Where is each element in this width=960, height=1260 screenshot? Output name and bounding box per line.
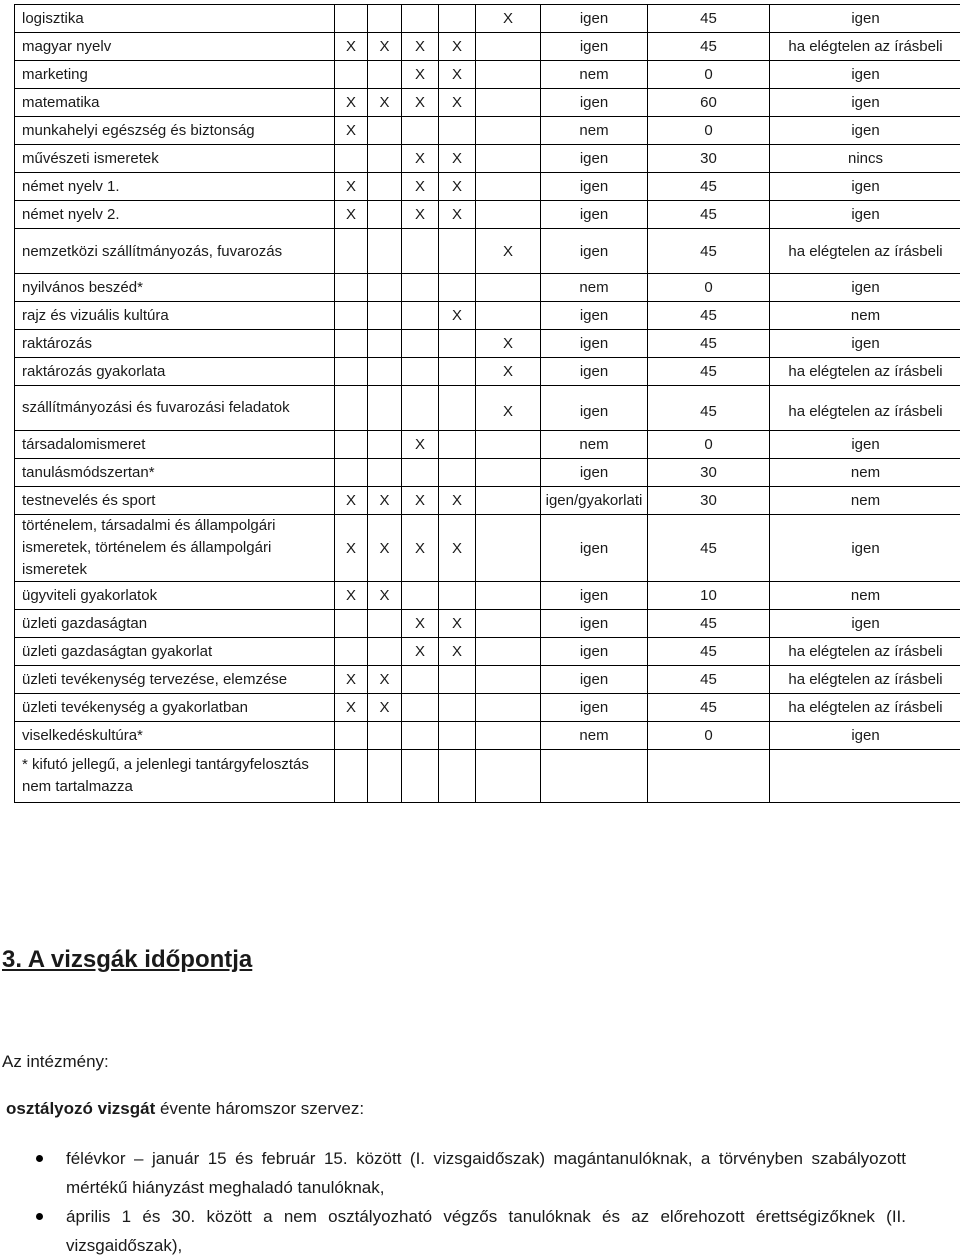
table-row <box>15 89 960 117</box>
minutes-cell: 10 <box>648 582 770 610</box>
empty-cell <box>476 750 541 803</box>
mark-cell <box>368 201 402 229</box>
written-cell: nincs <box>770 145 960 173</box>
mark-cell <box>368 459 402 487</box>
mark-cell: X <box>402 201 439 229</box>
mark-cell <box>439 274 476 302</box>
exam-subjects-table <box>14 4 960 803</box>
subject-cell: raktározás gyakorlata <box>15 358 335 386</box>
oral-cell: igen <box>541 582 648 610</box>
mark-cell <box>476 694 541 722</box>
table-row <box>15 173 960 201</box>
mark-cell <box>476 722 541 750</box>
subject-cell: művészeti ismeretek <box>15 145 335 173</box>
mark-cell: X <box>439 61 476 89</box>
oral-cell: igen <box>541 638 648 666</box>
mark-cell <box>335 302 368 330</box>
minutes-cell: 45 <box>648 173 770 201</box>
subject-cell: ügyviteli gyakorlatok <box>15 582 335 610</box>
mark-cell: X <box>439 33 476 61</box>
mark-cell: X <box>402 145 439 173</box>
written-cell: ha elégtelen az írásbeli <box>770 666 960 694</box>
written-cell: igen <box>770 173 960 201</box>
mark-cell <box>439 358 476 386</box>
table-row <box>15 201 960 229</box>
mark-cell: X <box>476 229 541 274</box>
subject-cell: német nyelv 1. <box>15 173 335 201</box>
subject-cell: tanulásmódszertan* <box>15 459 335 487</box>
subject-cell: üzleti tevékenység tervezése, elemzése <box>15 666 335 694</box>
mark-cell <box>476 302 541 330</box>
mark-cell <box>439 117 476 145</box>
empty-cell <box>368 750 402 803</box>
subject-cell: rajz és vizuális kultúra <box>15 302 335 330</box>
mark-cell <box>439 229 476 274</box>
mark-cell: X <box>402 173 439 201</box>
mark-cell: X <box>439 145 476 173</box>
empty-cell <box>335 750 368 803</box>
written-cell: ha elégtelen az írásbeli <box>770 358 960 386</box>
oral-cell: nem <box>541 431 648 459</box>
subject-cell: logisztika <box>15 5 335 33</box>
mark-cell <box>335 145 368 173</box>
mark-cell: X <box>368 487 402 515</box>
mark-cell <box>368 61 402 89</box>
written-cell: ha elégtelen az írásbeli <box>770 33 960 61</box>
written-cell: igen <box>770 201 960 229</box>
mark-cell <box>368 117 402 145</box>
mark-cell <box>476 145 541 173</box>
mark-cell <box>368 431 402 459</box>
subject-cell: munkahelyi egészség és biztonság <box>15 117 335 145</box>
mark-cell: X <box>402 89 439 117</box>
mark-cell <box>368 722 402 750</box>
oral-cell: igen/gyakorlati <box>541 487 648 515</box>
list-item: április 1 és 30. között a nem osztályozható végzős tanulóknak és az előrehozott érettségizőknek (II. vizsgaidőszak), <box>36 1202 906 1260</box>
subject-cell: üzleti gazdaságtan gyakorlat <box>15 638 335 666</box>
mark-cell <box>335 638 368 666</box>
mark-cell: X <box>439 89 476 117</box>
mark-cell <box>335 274 368 302</box>
oral-cell: igen <box>541 145 648 173</box>
oral-cell: nem <box>541 61 648 89</box>
mark-cell <box>402 582 439 610</box>
mark-cell <box>368 229 402 274</box>
table-row <box>15 302 960 330</box>
mark-cell <box>439 330 476 358</box>
subject-cell: nemzetközi szállítmányozás, fuvarozás <box>15 229 335 274</box>
mark-cell <box>476 117 541 145</box>
mark-cell <box>402 5 439 33</box>
mark-cell <box>368 145 402 173</box>
table-row <box>15 582 960 610</box>
mark-cell: X <box>368 694 402 722</box>
oral-cell: igen <box>541 229 648 274</box>
mark-cell: X <box>476 358 541 386</box>
mark-cell: X <box>402 61 439 89</box>
mark-cell <box>335 722 368 750</box>
oral-cell: nem <box>541 117 648 145</box>
mark-cell <box>476 274 541 302</box>
mark-cell <box>335 61 368 89</box>
mark-cell: X <box>439 515 476 582</box>
oral-cell: igen <box>541 515 648 582</box>
oral-cell: igen <box>541 33 648 61</box>
written-cell: ha elégtelen az írásbeli <box>770 386 960 431</box>
footnote-cell: * kifutó jellegű, a jelenlegi tantárgyfelosztás nem tartalmazza <box>15 750 335 803</box>
mark-cell <box>476 666 541 694</box>
written-cell: igen <box>770 5 960 33</box>
minutes-cell: 0 <box>648 61 770 89</box>
mark-cell: X <box>476 386 541 431</box>
mark-cell: X <box>335 515 368 582</box>
mark-cell <box>476 89 541 117</box>
mark-cell <box>402 302 439 330</box>
mark-cell <box>402 117 439 145</box>
oral-cell: igen <box>541 330 648 358</box>
minutes-cell: 30 <box>648 459 770 487</box>
mark-cell <box>368 638 402 666</box>
exam-period-list <box>36 1144 906 1260</box>
table-row <box>15 459 960 487</box>
subject-cell: szállítmányozási és fuvarozási feladatok <box>15 386 335 431</box>
table-row <box>15 638 960 666</box>
table-row <box>15 666 960 694</box>
mark-cell <box>402 358 439 386</box>
minutes-cell: 45 <box>648 33 770 61</box>
minutes-cell: 45 <box>648 330 770 358</box>
written-cell: igen <box>770 431 960 459</box>
subject-cell: raktározás <box>15 330 335 358</box>
minutes-cell: 45 <box>648 386 770 431</box>
written-cell: nem <box>770 487 960 515</box>
minutes-cell: 0 <box>648 722 770 750</box>
mark-cell <box>368 386 402 431</box>
oral-cell: igen <box>541 610 648 638</box>
lead-rest-text: évente háromszor szervez: <box>155 1099 364 1118</box>
mark-cell <box>476 610 541 638</box>
subject-cell: magyar nyelv <box>15 33 335 61</box>
written-cell: igen <box>770 117 960 145</box>
mark-cell <box>402 229 439 274</box>
table-row <box>15 515 960 582</box>
empty-cell <box>648 750 770 803</box>
mark-cell <box>368 302 402 330</box>
mark-cell <box>402 330 439 358</box>
mark-cell: X <box>335 582 368 610</box>
minutes-cell: 45 <box>648 5 770 33</box>
mark-cell: X <box>368 89 402 117</box>
mark-cell <box>476 431 541 459</box>
written-cell: igen <box>770 274 960 302</box>
mark-cell: X <box>402 431 439 459</box>
oral-cell: igen <box>541 386 648 431</box>
empty-cell <box>541 750 648 803</box>
minutes-cell: 45 <box>648 638 770 666</box>
oral-cell: igen <box>541 666 648 694</box>
mark-cell <box>439 459 476 487</box>
minutes-cell: 0 <box>648 431 770 459</box>
mark-cell: X <box>368 515 402 582</box>
mark-cell <box>439 431 476 459</box>
mark-cell <box>439 694 476 722</box>
oral-cell: igen <box>541 459 648 487</box>
table-row <box>15 694 960 722</box>
table-row <box>15 610 960 638</box>
written-cell: ha elégtelen az írásbeli <box>770 694 960 722</box>
mark-cell: X <box>402 638 439 666</box>
table-row <box>15 5 960 33</box>
minutes-cell: 45 <box>648 201 770 229</box>
mark-cell: X <box>439 173 476 201</box>
mark-cell: X <box>439 638 476 666</box>
empty-cell <box>439 750 476 803</box>
mark-cell: X <box>402 33 439 61</box>
oral-cell: nem <box>541 274 648 302</box>
mark-cell: X <box>335 33 368 61</box>
minutes-cell: 45 <box>648 666 770 694</box>
oral-cell: igen <box>541 201 648 229</box>
mark-cell <box>402 666 439 694</box>
mark-cell <box>476 487 541 515</box>
table-row <box>15 229 960 274</box>
subject-cell: üzleti gazdaságtan <box>15 610 335 638</box>
mark-cell <box>439 386 476 431</box>
table-row <box>15 431 960 459</box>
written-cell: nem <box>770 302 960 330</box>
list-item: félévkor – január 15 és február 15. között (I. vizsgaidőszak) magántanulóknak, a törvényben szabályozott mértékű hiányzást meghaladó tanulóknak, <box>36 1144 906 1202</box>
table-row <box>15 274 960 302</box>
mark-cell: X <box>476 330 541 358</box>
oral-cell: igen <box>541 302 648 330</box>
mark-cell <box>335 229 368 274</box>
mark-cell <box>476 33 541 61</box>
minutes-cell: 30 <box>648 487 770 515</box>
mark-cell <box>476 459 541 487</box>
subject-cell: testnevelés és sport <box>15 487 335 515</box>
mark-cell <box>476 61 541 89</box>
minutes-cell: 45 <box>648 694 770 722</box>
table-body <box>15 5 960 803</box>
mark-cell: X <box>476 5 541 33</box>
empty-cell <box>402 750 439 803</box>
minutes-cell: 45 <box>648 610 770 638</box>
oral-cell: igen <box>541 89 648 117</box>
mark-cell: X <box>335 487 368 515</box>
mark-cell <box>368 274 402 302</box>
oral-cell: igen <box>541 5 648 33</box>
minutes-cell: 0 <box>648 274 770 302</box>
minutes-cell: 30 <box>648 145 770 173</box>
mark-cell <box>368 5 402 33</box>
mark-cell: X <box>335 117 368 145</box>
mark-cell: X <box>335 666 368 694</box>
written-cell: igen <box>770 89 960 117</box>
subject-cell: társadalomismeret <box>15 431 335 459</box>
subject-cell: német nyelv 2. <box>15 201 335 229</box>
written-cell: ha elégtelen az írásbeli <box>770 229 960 274</box>
footnote-row <box>15 750 960 803</box>
mark-cell <box>402 694 439 722</box>
mark-cell <box>335 5 368 33</box>
mark-cell <box>368 358 402 386</box>
minutes-cell: 60 <box>648 89 770 117</box>
minutes-cell: 45 <box>648 515 770 582</box>
mark-cell: X <box>335 173 368 201</box>
mark-cell <box>476 582 541 610</box>
subject-cell: matematika <box>15 89 335 117</box>
table-row <box>15 386 960 431</box>
mark-cell <box>402 459 439 487</box>
mark-cell <box>402 274 439 302</box>
mark-cell <box>402 386 439 431</box>
mark-cell <box>335 431 368 459</box>
minutes-cell: 45 <box>648 229 770 274</box>
written-cell: igen <box>770 61 960 89</box>
mark-cell <box>368 610 402 638</box>
mark-cell: X <box>335 201 368 229</box>
mark-cell <box>439 666 476 694</box>
mark-cell <box>335 358 368 386</box>
minutes-cell: 45 <box>648 302 770 330</box>
written-cell: nem <box>770 582 960 610</box>
mark-cell: X <box>439 201 476 229</box>
oral-cell: igen <box>541 173 648 201</box>
mark-cell: X <box>402 515 439 582</box>
written-cell: ha elégtelen az írásbeli <box>770 638 960 666</box>
table-row <box>15 61 960 89</box>
subject-cell: nyilvános beszéd* <box>15 274 335 302</box>
table-row <box>15 358 960 386</box>
mark-cell <box>335 459 368 487</box>
minutes-cell: 45 <box>648 358 770 386</box>
subject-cell: történelem, társadalmi és állampolgári ismeretek, történelem és állampolgári ismeretek <box>15 515 335 582</box>
table-row <box>15 33 960 61</box>
mark-cell: X <box>402 610 439 638</box>
mark-cell: X <box>368 666 402 694</box>
mark-cell: X <box>439 487 476 515</box>
table-row <box>15 487 960 515</box>
written-cell: igen <box>770 610 960 638</box>
mark-cell <box>476 515 541 582</box>
mark-cell <box>335 330 368 358</box>
lead-bold-text: osztályozó vizsgát <box>6 1099 155 1118</box>
mark-cell <box>368 173 402 201</box>
subject-cell: marketing <box>15 61 335 89</box>
written-cell: nem <box>770 459 960 487</box>
empty-cell <box>770 750 960 803</box>
oral-cell: nem <box>541 722 648 750</box>
mark-cell <box>402 722 439 750</box>
table-row <box>15 330 960 358</box>
mark-cell: X <box>368 33 402 61</box>
mark-cell: X <box>402 487 439 515</box>
mark-cell <box>439 722 476 750</box>
oral-cell: igen <box>541 358 648 386</box>
institution-label: Az intézmény: <box>2 1052 109 1072</box>
mark-cell <box>439 582 476 610</box>
mark-cell <box>476 638 541 666</box>
oral-cell: igen <box>541 694 648 722</box>
mark-cell: X <box>439 610 476 638</box>
table-row <box>15 117 960 145</box>
mark-cell: X <box>368 582 402 610</box>
mark-cell <box>335 610 368 638</box>
minutes-cell: 0 <box>648 117 770 145</box>
subject-cell: üzleti tevékenység a gyakorlatban <box>15 694 335 722</box>
written-cell: igen <box>770 330 960 358</box>
mark-cell <box>335 386 368 431</box>
written-cell: igen <box>770 722 960 750</box>
subject-cell: viselkedéskultúra* <box>15 722 335 750</box>
mark-cell <box>476 173 541 201</box>
lead-paragraph <box>6 1099 364 1119</box>
mark-cell: X <box>439 302 476 330</box>
mark-cell: X <box>335 694 368 722</box>
mark-cell: X <box>335 89 368 117</box>
table-row <box>15 722 960 750</box>
section-heading: 3. A vizsgák időpontja <box>2 946 252 974</box>
mark-cell <box>439 5 476 33</box>
table-row <box>15 145 960 173</box>
mark-cell <box>476 201 541 229</box>
mark-cell <box>368 330 402 358</box>
written-cell: igen <box>770 515 960 582</box>
